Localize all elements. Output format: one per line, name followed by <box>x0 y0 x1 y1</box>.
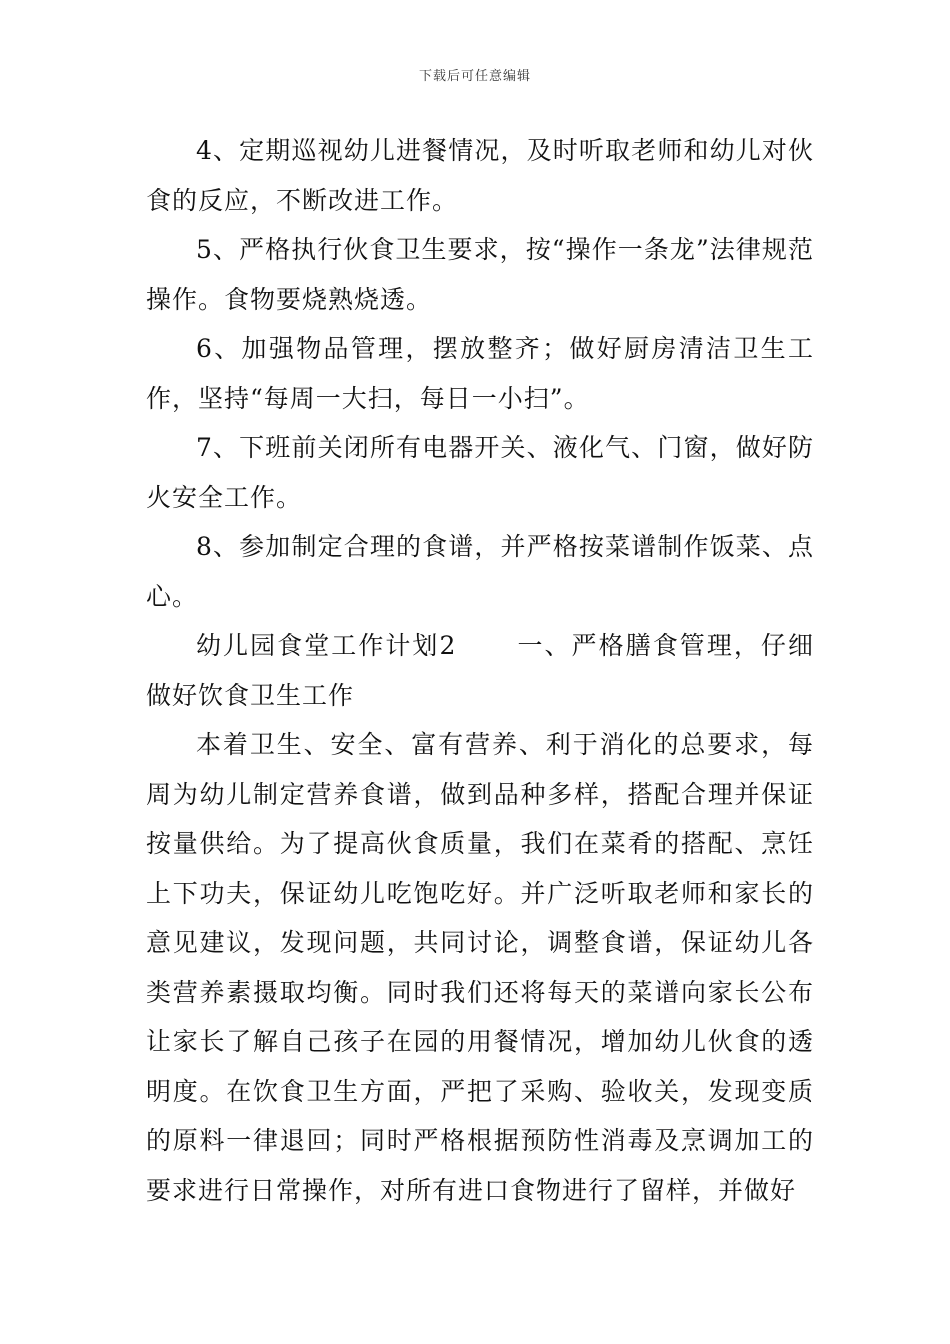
paragraph-item-4: 4、定期巡视幼儿进餐情况，及时听取老师和幼儿对伙食的反应，不断改进工作。 <box>146 136 814 215</box>
paragraph-item-5: 5、严格执行伙食卫生要求，按“操作一条龙”法律规范操作。食物要烧熟烧透。 <box>146 235 814 314</box>
paragraph-item-8: 8、参加制定合理的食谱，并严格按菜谱制作饭菜、点心。 <box>146 532 814 611</box>
body-paragraph: 本着卫生、安全、富有营养、利于消化的总要求，每周为幼儿制定营养食谱，做到品种多样，搭配合理并保证按量供给。为了提高伙食质量，我们在菜肴的搭配、烹饪上下功夫，保证幼儿吃饱吃好。并广泛听取老师和家长的意见建议，发现问题，共同讨论，调整食谱，保证幼儿各类营养素摄取均衡。同时我们还将每天的菜谱向家长公布让家长了解自己孩子在园的用餐情况，增加幼儿伙食的透明度。在饮食卫生方面，严把了采购、验收关，发现变质的原料一律退回；同时严格根据预防性消毒及烹调加工的要求进行日常操作，对所有进口食物进行了留样，并做好 <box>146 730 814 1205</box>
document-body <box>146 126 814 1215</box>
paragraph-item-7: 7、下班前关闭所有电器开关、液化气、门窗，做好防火安全工作。 <box>146 433 814 512</box>
paragraph-item-6: 6、加强物品管理，摆放整齐；做好厨房清洁卫生工作，坚持“每周一大扫，每日一小扫”。 <box>146 334 814 413</box>
section-title: 幼儿园食堂工作计划2 <box>196 631 457 660</box>
download-note: 下载后可任意编辑 <box>418 69 531 84</box>
section-subheading: 一、严格膳食管理，仔细做好饮食卫生工作 <box>146 631 814 710</box>
section-heading-paragraph <box>146 621 814 720</box>
